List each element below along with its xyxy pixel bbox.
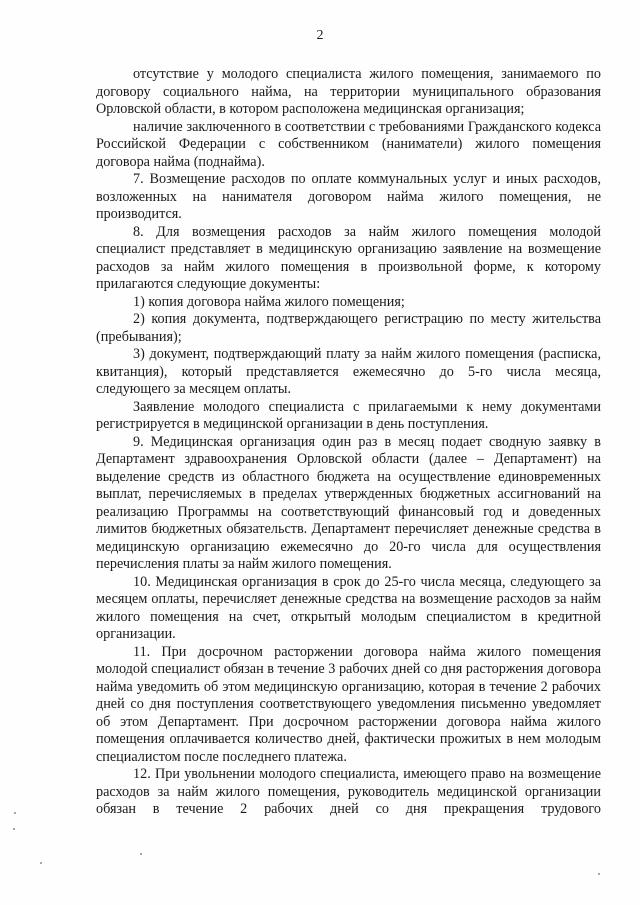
- paragraph-12: 12. При увольнении молодого специалиста, имеющего право на возмещение расходов за найм жилого помещения, руководитель медицинской организации обязан в течение 2 рабочих дней со дня прекращения трудового: [96, 766, 601, 817]
- scan-speck: [13, 828, 15, 830]
- list-item-3: 3) документ, подтверждающий плату за найм жилого помещения (расписка, квитанция), который представляется ежемесячно до 5-го числа месяца, следующего за месяцем оплаты.: [96, 346, 601, 397]
- paragraph-11: 11. При досрочном расторжении договора найма жилого помещения молодой специалист обязан в течение 3 рабочих дней со дня расторжения договора найма уведомить об этом медицинскую организацию, которая в течение 2 рабочих дней со дня поступления соответствующего уведомления письменно уведомляет об этом Департамент. При досрочном расторжении договора найма жилого помещения оплачивается количество дней, фактически прожитых в нем молодым специалистом после последнего платежа.: [96, 643, 601, 765]
- paragraph-7: 7. Возмещение расходов по оплате коммунальных услуг и иных расходов, возложенных на нанимателя договором найма жилого помещения, не производится.: [96, 171, 601, 222]
- scan-speck: [140, 853, 142, 855]
- paragraph-10: 10. Медицинская организация в срок до 25-го числа месяца, следующего за месяцем оплаты, перечисляет денежные средства на возмещение расходов за найм жилого помещения на счет, открытый молодым специалистом в кредитной организации.: [96, 573, 601, 642]
- paragraph-condition-no-housing: отсутствие у молодого специалиста жилого помещения, занимаемого по договору социального найма, на территории муниципального образования Орловской области, в котором расположена медицинская организация;: [96, 66, 601, 117]
- document-body: [96, 66, 601, 819]
- scan-speck: [14, 812, 16, 814]
- paragraph-9: 9. Медицинская организация один раз в месяц подает сводную заявку в Департамент здравоохранения Орловской области (далее – Департамент) на выделение средств из областного бюджета на осуществление единовременных выплат, перечисляемых в пределах утвержденных бюджетных ассигнований на реализацию Программы на соответствующий финансовый год и доведенных лимитов бюджетных обязательств. Департамент перечисляет денежные средства в медицинскую организацию ежемесячно до 20-го числа для осуществления перечисления платы за найм жилого помещения.: [96, 433, 601, 572]
- list-item-2: 2) копия документа, подтверждающего регистрацию по месту жительства (пребывания);: [96, 311, 601, 345]
- scan-speck: [40, 862, 42, 864]
- scan-speck: [598, 873, 600, 875]
- paragraph-application-registration: Заявление молодого специалиста с прилагаемыми к нему документами регистрируется в медицинской организации в день поступления.: [96, 398, 601, 432]
- page-number: 2: [316, 28, 324, 43]
- paragraph-8: 8. Для возмещения расходов за найм жилого помещения молодой специалист представляет в медицинскую организацию заявление на возмещение расходов за найм жилого помещения в произвольной форме, к которому прилагаются следующие документы:: [96, 223, 601, 292]
- list-item-1: 1) копия договора найма жилого помещения;: [133, 293, 405, 310]
- paragraph-condition-lease-contract: наличие заключенного в соответствии с требованиями Гражданского кодекса Российской Федерации с собственником (наниматели) жилого помещения договора найма (поднайма).: [96, 118, 601, 170]
